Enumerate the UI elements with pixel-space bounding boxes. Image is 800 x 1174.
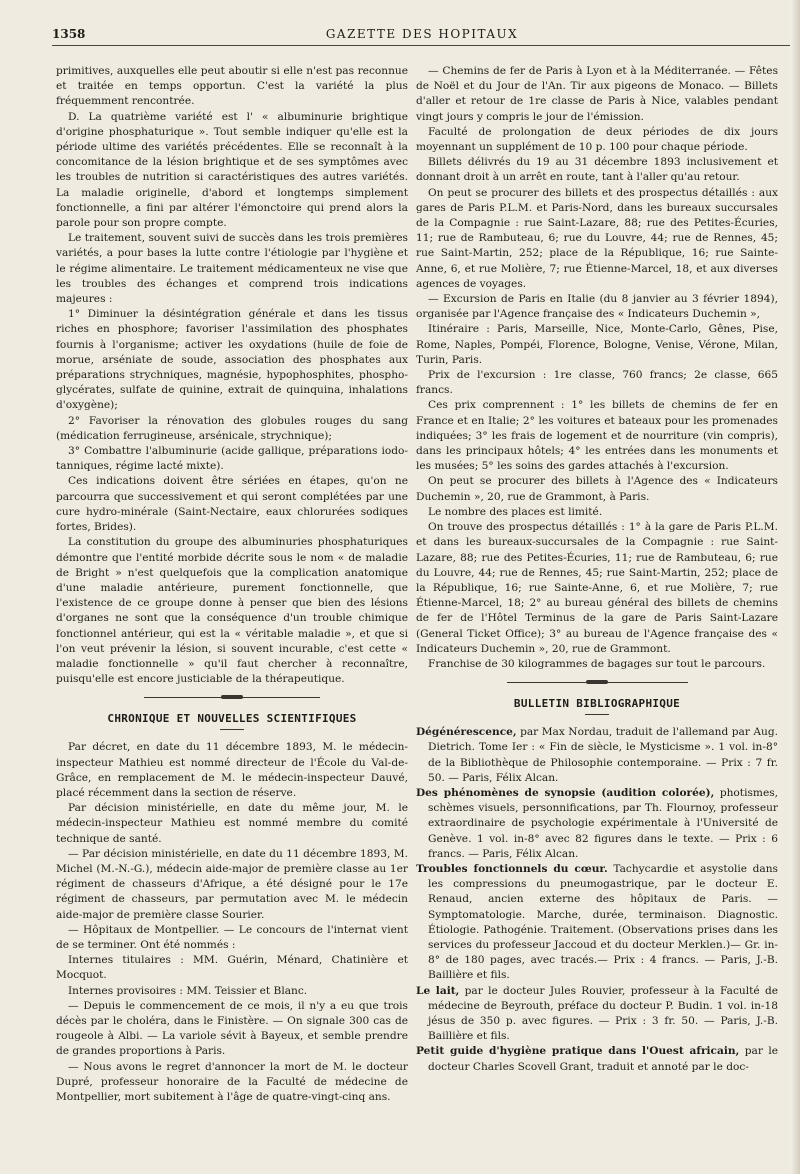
article-paragraph: 3° Combattre l'albuminurie (acide gallique, préparations iodo-tanniques, régime lacté mixte). <box>56 445 408 473</box>
news-item: Par décision ministérielle, en date du même jour, M. le médecin-inspecteur Mathieu est nommé membre du comité technique de santé. <box>56 802 408 845</box>
biblio-title: Le lait, <box>416 984 460 997</box>
biblio-entry <box>416 984 778 1045</box>
rail-notice: Franchise de 30 kilogrammes de bagages sur tout le parcours. <box>428 657 766 670</box>
news-item: — Hôpitaux de Montpellier. — Le concours de l'internat vient de se terminer. Ont été nommés : <box>56 923 408 951</box>
biblio-entry <box>416 862 778 984</box>
biblio-entry <box>416 1044 778 1074</box>
page-number: 1358 <box>52 27 86 41</box>
title-underline <box>585 714 609 715</box>
biblio-title: Des phénomènes de synopsie (audition colorée), <box>416 786 715 799</box>
article-paragraph: Le traitement, souvent suivi de succès dans les trois premières variétés, a pour bases la lutte contre l'étiologie par l'hygiène et le régime alimentaire. Le traitement médicamenteux ne vise que les troubles des échanges et comprend trois indications majeures : <box>56 232 408 306</box>
biblio-entry <box>416 786 778 862</box>
rail-notice: On peut se procurer des billets et des prospectus détaillés : aux gares de Paris P.L.M. et Paris-Nord, dans les bureaux succursales de la Compagnie : rue Saint-Lazare, 88; rue des Petites-Écuries, 11; rue de Rambuteau, 6; rue du Louvre, 44; rue de Rennes, 45; rue Saint-Martin, 252; place de la République, 16; rue Sainte-Anne, 6, et rue Molière, 7; rue Étienne-Marcel, 18, et aux diverses agences de voyages. <box>416 186 778 290</box>
rail-notice: Prix de l'excursion : 1re classe, 760 francs; 2e classe, 665 francs. <box>416 369 778 397</box>
news-item: — Depuis le commencement de ce mois, il n'y a eu que trois décès par le choléra, dans le Finistère. — On signale 300 cas de rougeole à Albi. — La variole sévit à Bayeux, et semble prendre de grandes proportions à Paris. <box>56 999 408 1058</box>
news-item: — Par décision ministérielle, en date du 11 décembre 1893, M. Michel (M.-N.-G.), médecin aide-major de première classe au 1er régiment de chasseurs d'Afrique, a été désigné pour le 17e régiment de chasseurs, par permutation avec M. le médecin aide-major de première classe Sourier. <box>56 847 408 921</box>
biblio-text: photismes, schèmes visuels, personnifications, par Th. Flournoy, professeur extraordinaire de psychologie expérimentale à l'Université de Genève. 1 vol. in-8° avec 82 figures dans le texte. — Prix : 6 francs. — Paris, Félix Alcan. <box>428 786 779 860</box>
news-item: Par décret, en date du 11 décembre 1893, M. le médecin-inspecteur Mathieu est nommé directeur de l'École du Val-de-Grâce, en remplacement de M. le médecin-inspecteur Dauvé, placé récemment dans la section de réserve. <box>56 741 408 799</box>
rail-notice: Ces prix comprennent : 1° les billets de chemins de fer en France et en Italie; 2° les voitures et bateaux pour les promenades indiquées; 3° les frais de logement et de nourriture (vin compris), dans les principaux hôtels; 4° les entrées dans les monuments et les musées; 5° les soins des gardes attachés à l'excursion. <box>416 399 778 473</box>
biblio-title: Petit guide d'hygiène pratique dans l'Ouest africain, <box>416 1045 740 1058</box>
article-paragraph: primitives, auxquelles elle peut aboutir si elle n'est pas reconnue et traitée en temps opportun. C'est la variété la plus fréquemment rencontrée. <box>56 65 408 108</box>
rail-notice: Le nombre des places est limité. <box>428 505 603 518</box>
biblio-text: par le docteur Jules Rouvier, professeur à la Faculté de médecine de Beyrouth, préface du docteur P. Budin. 1 vol. in-18 jésus de 350 p. avec figures. — Prix : 3 fr. 50. — Paris, J.-B. Baillière et fils. <box>428 984 779 1043</box>
biblio-entry <box>416 725 778 786</box>
news-item: Internes provisoires : MM. Teissier et Blanc. <box>68 984 308 997</box>
rail-notice: Itinéraire : Paris, Marseille, Nice, Monte-Carlo, Gênes, Pise, Rome, Naples, Pompéi, Florence, Bologne, Venise, Vérone, Milan, Turin, Paris. <box>416 323 778 366</box>
journal-title: GAZETTE DES HOPITAUX <box>325 27 519 41</box>
biblio-text: Tachycardie et asystolie dans les compressions du pneumogastrique, par le docteur E. Renaud, ancien externe des hôpitaux de Paris. — Symptomatologie. Marche, durée, terminaison. Diagnostic. Étiologie. Pathogénie. Traitement. (Observations prises dans les services du professeur Jaccoud et du docteur Merklen.)— Gr. in-8° de 180 pages, avec tracés.— Prix : 4 francs. — Paris, J.-B. Baillière et fils. <box>428 862 778 982</box>
rail-notice: — Chemins de fer de Paris à Lyon et à la Méditerranée. — Fêtes de Noël et du Jour de l'An. Tir aux pigeons de Monaco. — Billets d'aller et retour de 1re classe de Paris à Nice, valables pendant vingt jours y compris le jour de l'émission. <box>416 65 778 123</box>
section-divider <box>56 693 408 702</box>
biblio-text: par le docteur Charles Scovell Grant, traduit et annoté par le doc- <box>428 1045 778 1073</box>
article-paragraph: Ces indications doivent être sériées en étapes, qu'on ne parcourra que successivement et qui seront complétées par une cure hydro-minérale (Saint-Nectaire, eaux chlorurées sodiques fortes, Brides). <box>56 475 408 534</box>
article-paragraph: La constitution du groupe des albuminuries phosphaturiques démontre que l'entité morbide décrite sous le nom « de maladie de Bright » n'est quelquefois que la complication anatomique d'une maladie antérieure, purement fonctionnelle, que l'existence de ce groupe donne à penser que bien des lésions d'organes ne sont que la conséquence d'un trouble chimique fonctionnel antérieur, qui est la « véritable maladie », et que si l'on veut prévenir la lésion, si souvent incurable, c'est cette « maladie fonctionnelle » qu'il faut chercher à reconnaître, puisqu'elle est encore justiciable de la thérapeutique. <box>56 536 408 686</box>
rail-notice: — Excursion de Paris en Italie (du 8 janvier au 3 février 1894), organisée par l'Agence française des « Indicateurs Duchemin », <box>416 293 778 321</box>
news-item: Internes titulaires : MM. Guérin, Ménard, Chatinière et Mocquot. <box>56 954 408 982</box>
biblio-text: par Max Nordau, traduit de l'allemand par Aug. Dietrich. Tome Ier : « Fin de siècle, le Mysticisme ». 1 vol. in-8° de la Bibliothèque de Philosophie contemporaine. — Prix : 7 fr. 50. — Paris, Félix Alcan. <box>428 726 778 784</box>
page-header <box>52 25 792 46</box>
biblio-title: Dégénérescence, <box>416 726 517 739</box>
rail-notice: On peut se procurer des billets à l'Agence des « Indicateurs Duchemin », 20, rue de Grammont, à Paris. <box>416 475 778 503</box>
rail-notice: On trouve des prospectus détaillés : 1° à la gare de Paris P.L.M. et dans les bureaux-succursales de la Compagnie : rue Saint-Lazare, 88; rue des Petites-Écuries, 11; rue de Rambuteau, 6; rue du Louvre, 44; rue de Rennes, 45; rue Saint-Martin, 252; place de la République, 16; rue Sainte-Anne, 6, et rue Molière, 7; rue Étienne-Marcel, 18; 2° au bureau général des billets de chemins de fer de l'Hôtel Terminus de la gare de Paris Saint-Lazare (General Ticket Office); 3° au bureau de l'Agence française des « Indicateurs Duchemin », 20, rue de Grammont. <box>416 521 778 655</box>
article-paragraph: D. La quatrième variété est l' « albuminurie brightique d'origine phosphaturique ». Tout semble indiquer qu'elle est la période ultime des variétés précédentes. Elle se reconnaît à la concomitance de la lésion brightique et de ses symptômes avec les troubles de nutrition si caractéristiques des autres variétés. La maladie originelle, d'abord et longtemps simplement fonctionnelle, a fini par altérer l'émonctoire qui prend alors la parole pour son propre compte. <box>56 110 408 230</box>
page-edge-shadow <box>790 0 800 1174</box>
section-title-chronique: CHRONIQUE ET NOUVELLES SCIENTIFIQUES <box>107 712 357 726</box>
article-paragraph: 1° Diminuer la désintégration générale et dans les tissus riches en phosphore; favoriser l'assimilation des phosphates fournis à l'organisme; activer les oxydations (huile de foie de morue, arséniate de soude, association des phosphates aux préparations strychniques, magnésie, hypophosphites, phospho-glycérates, sulfate de quinine, extrait de quinquina, inhalations d'oxygène); <box>56 308 408 412</box>
news-item: — Nous avons le regret d'annoncer la mort de M. le docteur Dupré, professeur honoraire de la Faculté de médecine de Montpellier, mort subitement à l'âge de quatre-vingt-cinq ans. <box>56 1060 408 1103</box>
title-underline <box>220 729 244 730</box>
right-column <box>416 64 778 1075</box>
left-column <box>56 64 408 1105</box>
article-paragraph: 2° Favoriser la rénovation des globules rouges du sang (médication ferrugineuse, arsénicale, strychnique); <box>56 414 408 442</box>
section-divider <box>416 678 778 687</box>
section-title-bulletin: BULLETIN BIBLIOGRAPHIQUE <box>513 697 681 711</box>
rail-notice: Billets délivrés du 19 au 31 décembre 1893 inclusivement et donnant droit à un arrêt en route, tant à l'aller qu'au retour. <box>416 156 778 184</box>
rail-notice: Faculté de prolongation de deux périodes de dix jours moyennant un supplément de 10 p. 100 pour chaque période. <box>416 125 778 154</box>
biblio-title: Troubles fonctionnels du cœur. <box>416 862 608 875</box>
